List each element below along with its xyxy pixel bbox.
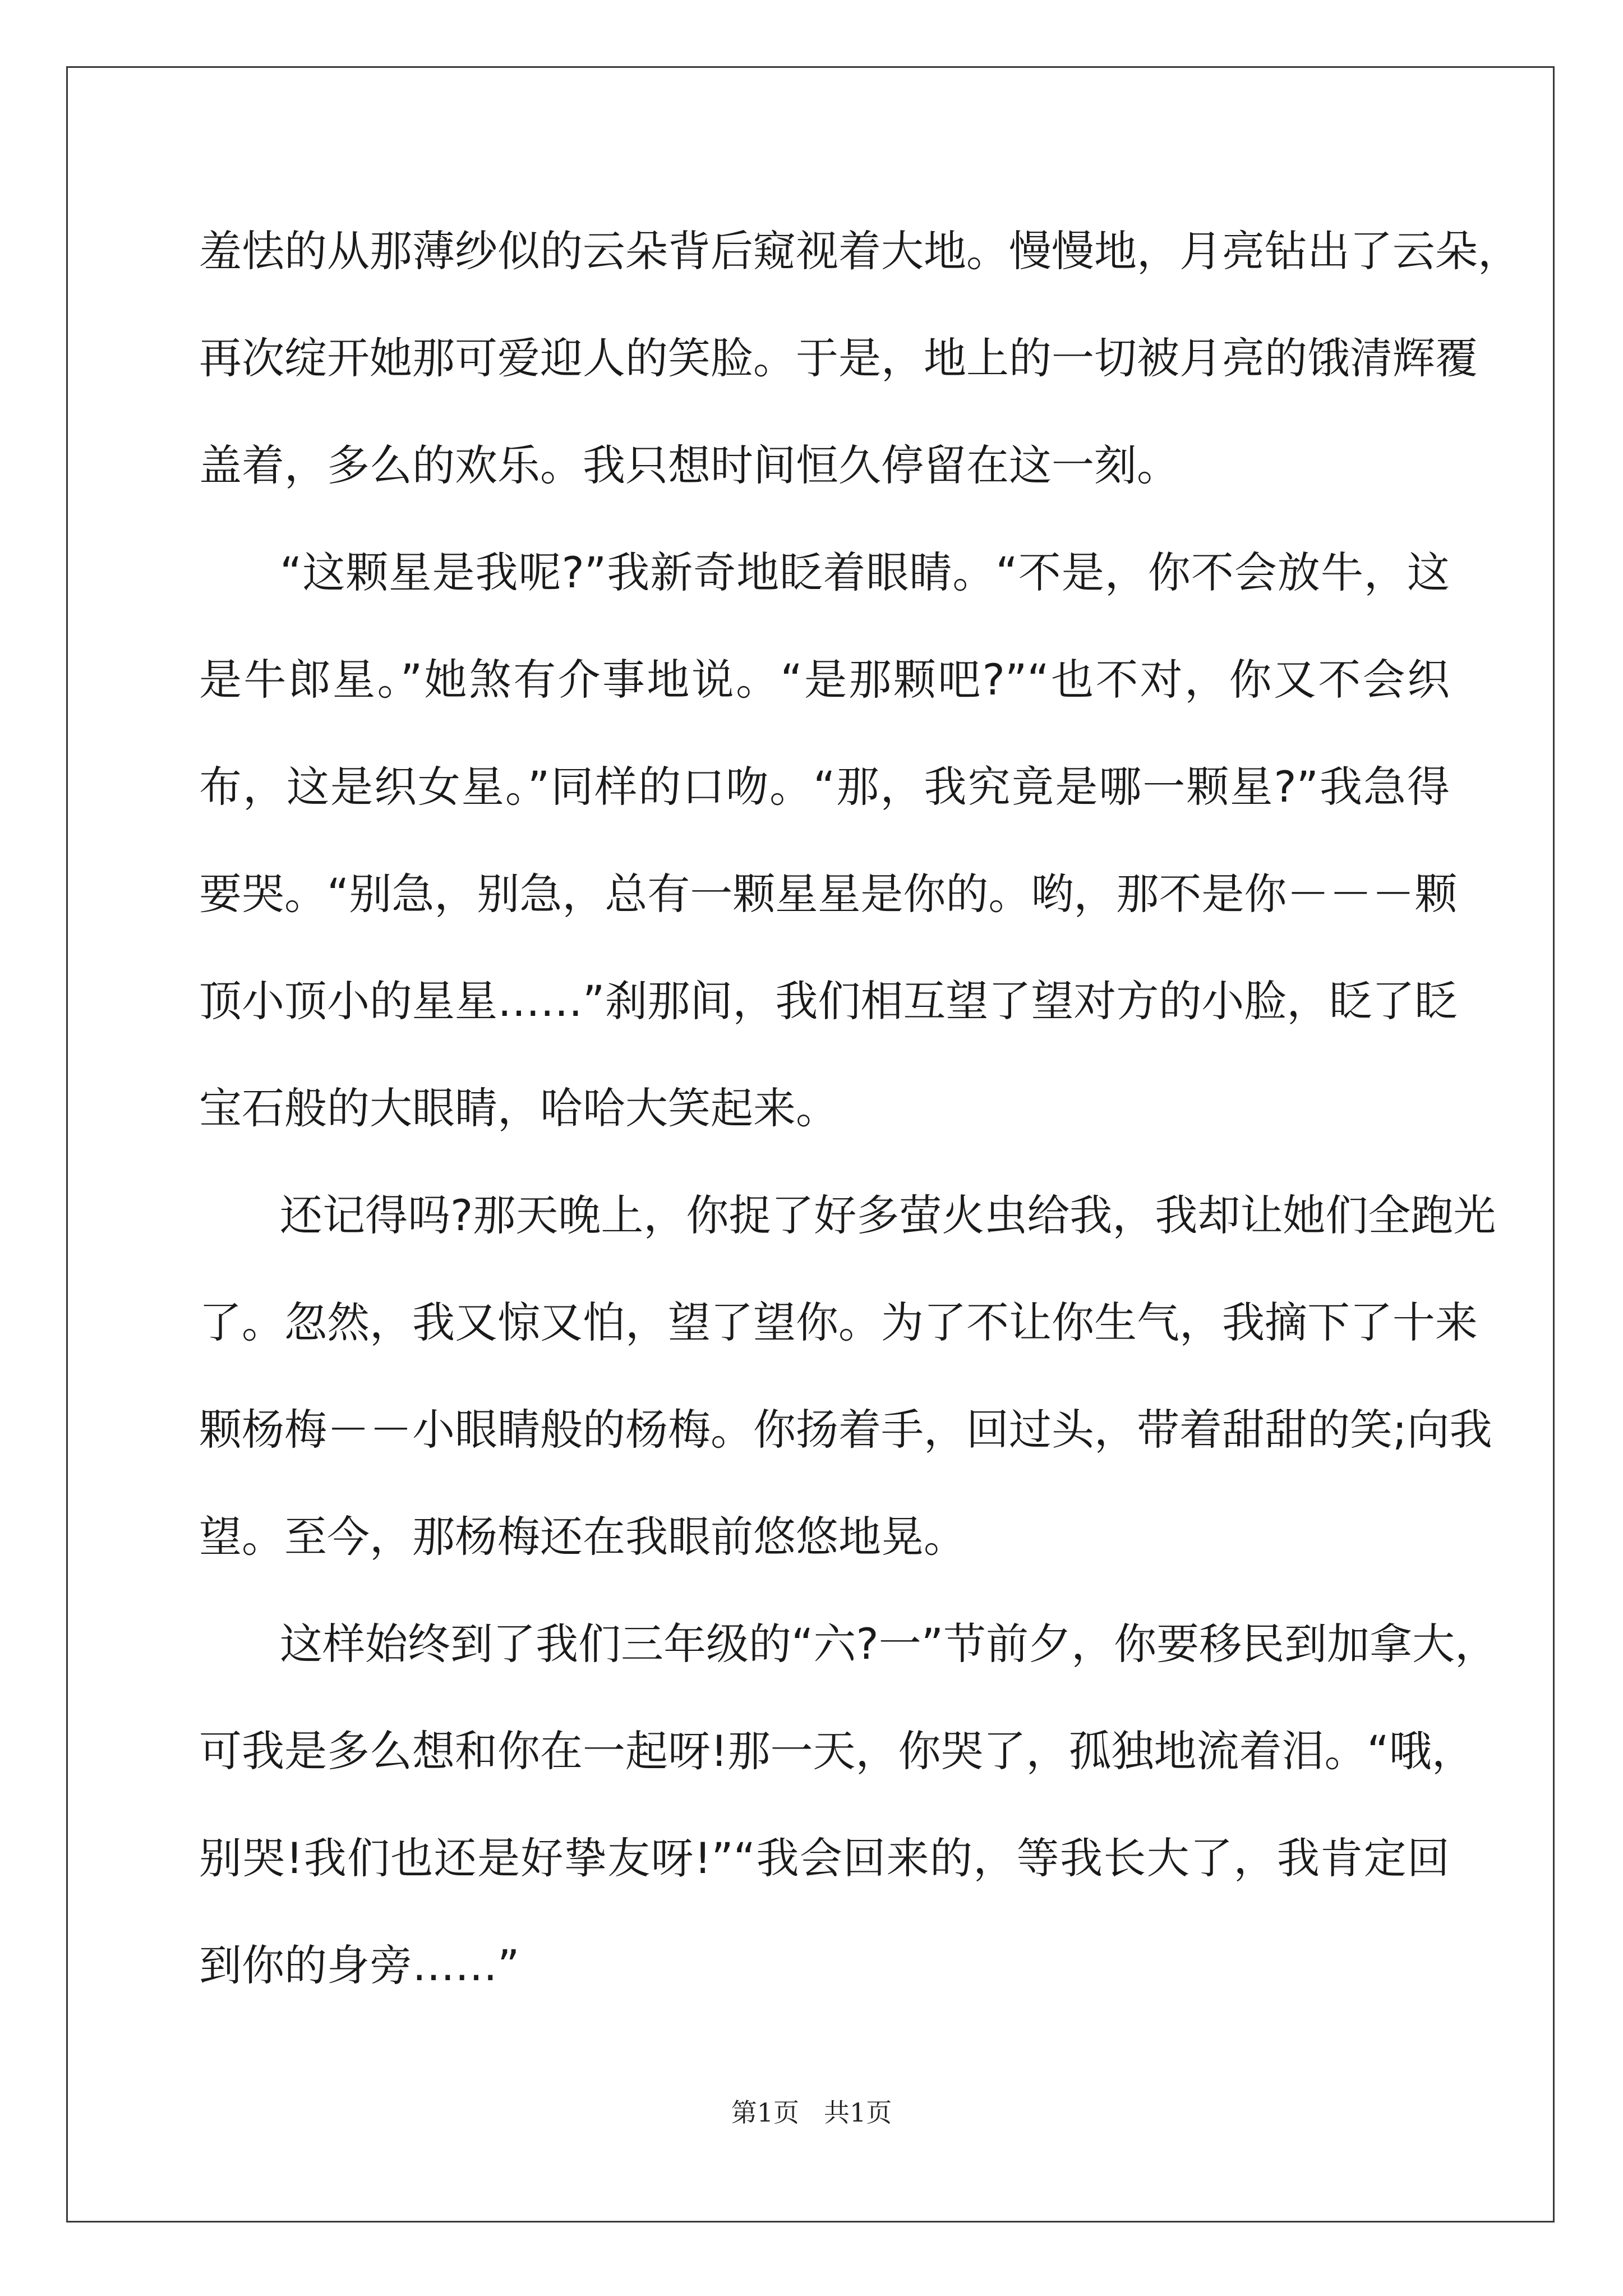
text-line: 是牛郎星。”她煞有介事地说。“是那颗吧?”“也不对，你又不会织 [199, 655, 1450, 705]
text-line: “这颗星是我呢?”我新奇地眨着眼睛。“不是，你不会放牛，这 [280, 547, 1450, 597]
text-line: 可我是多么想和你在一起呀!那一天，你哭了，孤独地流着泪。“哦， [199, 1726, 1474, 1776]
document-body [199, 197, 1520, 2019]
page-footer [0, 2096, 1623, 2129]
text-line: 颗杨梅－－小眼睛般的杨梅。你扬着手，回过头，带着甜甜的笑;向我 [199, 1405, 1492, 1455]
text-line: 盖着，多么的欢乐。我只想时间恒久停留在这一刻。 [199, 440, 1179, 490]
text-line: 要哭。“别急，别急，总有一颗星星是你的。哟，那不是你－－－颗 [199, 869, 1458, 919]
text-line: 到你的身旁……” [199, 1940, 520, 1990]
page-number: 第1页 [731, 2097, 800, 2128]
text-line: 羞怯的从那薄纱似的云朵背后窥视着大地。慢慢地，月亮钻出了云朵， [199, 226, 1520, 276]
page-total: 共1页 [823, 2097, 892, 2128]
text-line: 别哭!我们也还是好挚友呀!”“我会回来的，等我长大了，我肯定回 [199, 1833, 1450, 1883]
text-line: 还记得吗?那天晚上，你捉了好多萤火虫给我，我却让她们全跑光 [280, 1190, 1496, 1240]
text-line: 顶小顶小的星星……”刹那间，我们相互望了望对方的小脸，眨了眨 [199, 976, 1458, 1026]
text-line: 这样始终到了我们三年级的“六?一”节前夕，你要移民到加拿大， [280, 1619, 1498, 1669]
text-line: 宝石般的大眼睛，哈哈大笑起来。 [199, 1083, 838, 1133]
text-line: 布，这是织女星。”同样的口吻。“那，我究竟是哪一颗星?”我急得 [199, 762, 1450, 812]
text-line: 望。至今，那杨梅还在我眼前悠悠地晃。 [199, 1512, 966, 1562]
text-line: 再次绽开她那可爱迎人的笑脸。于是，地上的一切被月亮的饿清辉覆 [199, 333, 1478, 383]
text-line: 了。忽然，我又惊又怕，望了望你。为了不让你生气，我摘下了十来 [199, 1297, 1478, 1347]
